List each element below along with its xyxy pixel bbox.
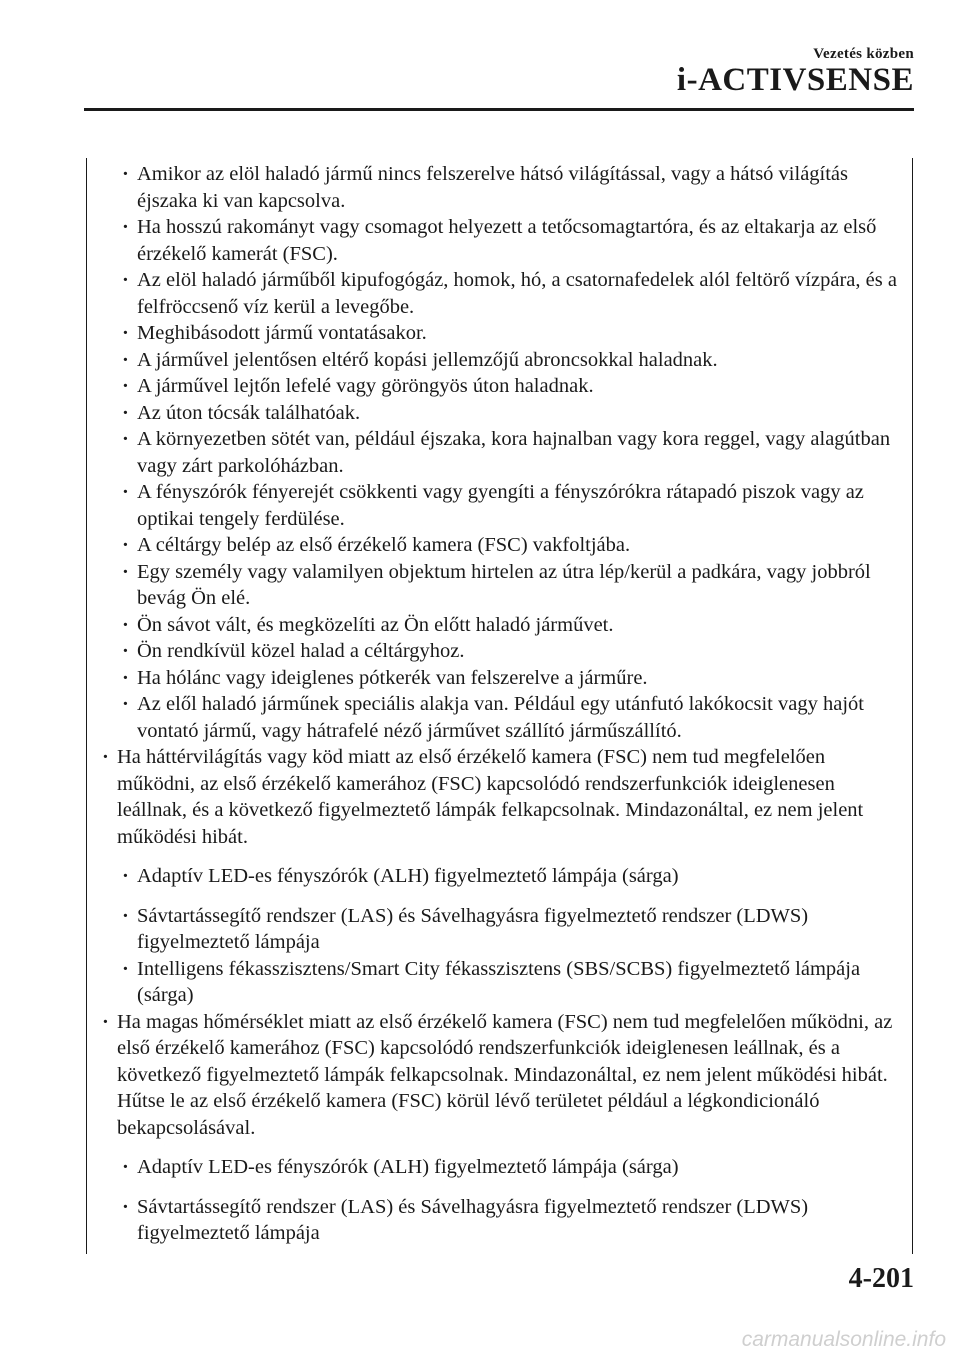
condition-item: · A céltárgy belép az első érzékelő kamera (FSC) vakfoltjába. [100,532,902,559]
left-margin-line [86,158,87,1254]
condition-item: · Az elöl haladó járműből kipufogógáz, homok, hó, a csatornafedelek alól feltörő vízpára, és a felfröccsenő víz kerül a levegőbe. [100,267,902,320]
warning-lamp-item: · Sávtartássegítő rendszer (LAS) és Sávelhagyásra figyelmeztető rendszer (LDWS) figyelmeztető lámpája [100,903,902,956]
temperature-paragraph: · Ha magas hőmérséklet miatt az első érzékelő kamera (FSC) nem tud megfelelően működni, az első érzékelő kamerához (FSC) kapcsolódó rendszerfunkciók ideiglenesen leállnak, és a következő figyelmeztető lámpák felkapcsolnak. Mindazonáltal, ez nem jelent működési hibát. Hűtse le az első érzékelő kamera (FSC) körül lévő területet például a légkondicionáló bekapcsolásával. [100,1009,902,1142]
condition-item: · Meghibásodott jármű vontatásakor. [100,320,902,347]
condition-item: · Az úton tócsák találhatóak. [100,400,902,427]
warning-lamp-item: · Intelligens fékasszisztens/Smart City fékasszisztens (SBS/SCBS) figyelmeztető lámpája (sárga) [100,956,902,1009]
page-number: 4-201 [848,1263,914,1294]
backlight-paragraph: · Ha háttérvilágítás vagy köd miatt az első érzékelő kamera (FSC) nem tud megfelelően működni, az első érzékelő kamerához (FSC) kapcsolódó rendszerfunkciók ideiglenesen leállnak, és a következő figyelmeztető lámpák felkapcsolnak. Mindazonáltal, ez nem jelent működési hibát. [100,744,902,850]
condition-item: · A környezetben sötét van, például éjszaka, kora hajnalban vagy kora reggel, vagy alagútban vagy zárt parkolóházban. [100,426,902,479]
header-rule [84,108,914,111]
condition-item: · Ha hosszú rakományt vagy csomagot helyezett a tetőcsomagtartóra, és az eltakarja az első érzékelő kamerát (FSC). [100,214,902,267]
page-content [100,161,902,1247]
condition-item: · A fényszórók fényerejét csökkenti vagy gyengíti a fényszórókra rátapadó piszok vagy az optikai tengely ferdülése. [100,479,902,532]
warning-lamp-item: · Adaptív LED-es fényszórók (ALH) figyelmeztető lámpája (sárga) [100,863,902,890]
condition-item: · Amikor az elöl haladó jármű nincs felszerelve hátsó világítással, vagy a hátsó világítás éjszaka ki van kapcsolva. [100,161,902,214]
page-title: i-ACTIVSENSE [676,62,914,98]
condition-item: · A járművel lejtőn lefelé vagy göröngyös úton haladnak. [100,373,902,400]
condition-item: · Az elől haladó járműnek speciális alakja van. Például egy utánfutó lakókocsit vagy hajót vontató jármű, vagy hátrafelé néző járművet szállító járműszállító. [100,691,902,744]
condition-item: · A járművel jelentősen eltérő kopási jellemzőjű abroncsokkal haladnak. [100,347,902,374]
section-label: Vezetés közben [813,46,914,62]
warning-lamp-item: · Sávtartássegítő rendszer (LAS) és Sávelhagyásra figyelmeztető rendszer (LDWS) figyelmeztető lámpája [100,1194,902,1247]
condition-item: · Ön sávot vált, és megközelíti az Ön előtt haladó járművet. [100,612,902,639]
right-margin-line [912,158,913,1254]
condition-item: · Ha hólánc vagy ideiglenes pótkerék van felszerelve a járműre. [100,665,902,692]
condition-item: · Ön rendkívül közel halad a céltárgyhoz. [100,638,902,665]
footer-watermark: carmanualsonline.info [741,1328,946,1351]
condition-item: · Egy személy vagy valamilyen objektum hirtelen az útra lép/kerül a padkára, vagy jobbról bevág Ön elé. [100,559,902,612]
warning-lamp-item: · Adaptív LED-es fényszórók (ALH) figyelmeztető lámpája (sárga) [100,1154,902,1181]
